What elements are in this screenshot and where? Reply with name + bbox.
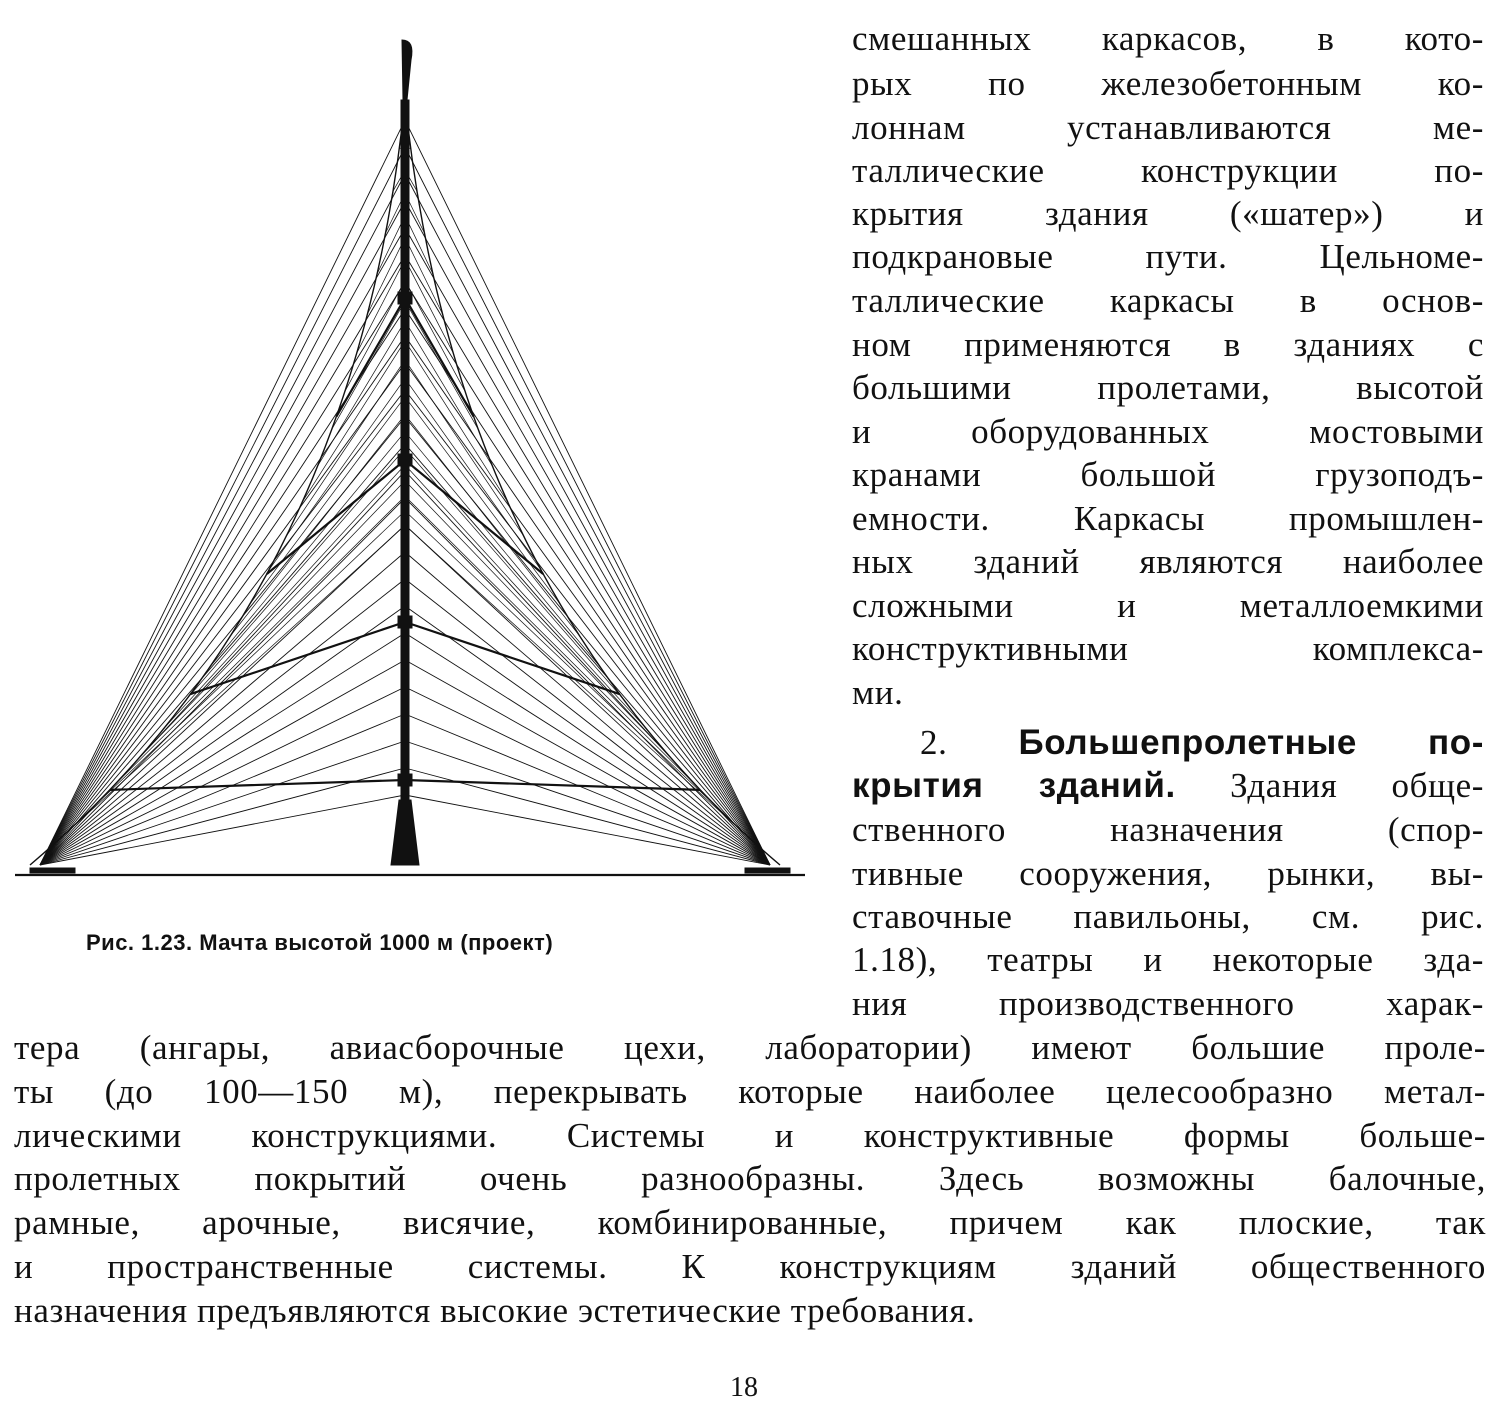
guy-cable	[405, 120, 770, 865]
edge-cable	[318, 321, 405, 466]
mast-drawing	[15, 40, 805, 875]
edge-cable	[332, 301, 405, 429]
text-line: сложными и металлоемкими	[852, 586, 1484, 625]
text-line: таллические конструкции по-	[852, 151, 1484, 190]
guy-cable	[40, 444, 405, 865]
text-line: рамные, арочные, висячие, комбинированные, причем как плоские, так	[14, 1203, 1486, 1242]
edge-cable	[405, 321, 492, 466]
guy-cable	[405, 498, 770, 865]
text-line: и пространственные системы. К конструкциям зданий общественного	[14, 1247, 1486, 1286]
edge-cable	[231, 415, 405, 636]
outer-edge-left	[30, 100, 405, 865]
edge-cable	[89, 511, 405, 811]
guy-cable	[40, 606, 405, 865]
text-line: 1.18), театры и некоторые зда-	[852, 940, 1484, 979]
guy-cable	[405, 255, 770, 865]
guy-cable	[40, 552, 405, 865]
edge-cable	[405, 525, 748, 837]
text-line: ственного назначения (спор-	[852, 810, 1484, 849]
guy-cable	[405, 444, 770, 865]
mast-base	[391, 800, 419, 865]
mast-joint-3	[398, 616, 412, 628]
text-line: ных зданий являются наиболее	[852, 542, 1484, 581]
edge-cable	[62, 525, 405, 837]
guy-cable	[40, 282, 405, 865]
edge-cable	[405, 379, 541, 571]
guy-cable	[405, 201, 770, 865]
guy-cable	[405, 390, 770, 865]
anchor-right	[745, 868, 790, 873]
section-text-start: Здания обще-	[1230, 766, 1485, 805]
edge-cable	[405, 449, 622, 698]
text-line: тивные сооружения, рынки, вы-	[852, 854, 1484, 893]
mast-joint-4	[398, 774, 412, 786]
section-heading-hyphen: по-	[1428, 723, 1484, 762]
edge-cable	[141, 481, 405, 756]
edge-cable	[188, 449, 405, 698]
page-number: 18	[730, 1372, 758, 1403]
text-line: ми.	[852, 673, 904, 712]
text-line: смешанных каркасов, в кото-	[852, 19, 1484, 58]
edge-cable	[405, 511, 721, 811]
guy-cable	[405, 741, 770, 865]
edge-cable	[405, 415, 579, 636]
text-line: лическими конструкциями. Системы и конструктивные формы больше-	[14, 1116, 1486, 1155]
guy-cable	[405, 174, 770, 865]
mast-shaft	[401, 100, 409, 800]
text-line: таллические каркасы в основ-	[852, 281, 1484, 320]
text-line: лоннам устанавливаются ме-	[852, 108, 1484, 147]
text-line: емности. Каркасы промышлен-	[852, 499, 1484, 538]
edge-cable	[405, 301, 478, 429]
text-line: назначения предъявляются высокие эстетические требования.	[14, 1291, 976, 1330]
anchor-left	[30, 868, 75, 873]
guy-cable	[40, 768, 405, 865]
guy-cable	[405, 579, 770, 865]
mast-joint-2	[398, 454, 412, 466]
guy-cable	[40, 120, 405, 865]
text-line: крытия здания («шатер») и	[852, 194, 1484, 233]
text-line: рых по железобетонным ко-	[852, 64, 1484, 103]
guy-cable	[405, 606, 770, 865]
guy-cable	[405, 687, 770, 865]
guy-cable	[40, 255, 405, 865]
text-line: подкрановые пути. Цельноме-	[852, 237, 1484, 276]
text-line: пролетных покрытий очень разнообразны. Здесь возможны балочные,	[14, 1159, 1486, 1198]
mast-joint-1	[398, 292, 412, 304]
edge-cable	[405, 481, 669, 756]
mast-antenna	[402, 40, 412, 100]
text-line: ном применяются в зданиях с	[852, 325, 1484, 364]
outer-edge-right	[405, 100, 780, 865]
text-line: конструктивными комплекса-	[852, 629, 1484, 668]
guy-cable	[40, 579, 405, 865]
text-line: ставочные павильоны, см. рис.	[852, 897, 1484, 936]
section-heading: Большепролетные	[1018, 723, 1357, 762]
text-line: ты (до 100—150 м), перекрывать которые наиболее целесообразно метал-	[14, 1072, 1486, 1111]
guy-cable	[40, 201, 405, 865]
text-line: большими пролетами, высотой	[852, 368, 1484, 407]
guy-cable	[405, 525, 770, 865]
guy-cable	[40, 687, 405, 865]
edge-cable	[269, 379, 405, 571]
mast-figure	[10, 30, 810, 890]
guy-cable	[405, 228, 770, 865]
text-line: тера (ангары, авиасборочные цехи, лаборатории) имеют большие проле-	[14, 1028, 1486, 1067]
guy-cable	[40, 741, 405, 865]
guy-cable	[405, 552, 770, 865]
guy-cable	[40, 498, 405, 865]
section-number: 2.	[920, 723, 948, 762]
guy-cable	[40, 390, 405, 865]
text-line: ния производственного харак-	[852, 984, 1484, 1023]
guy-cable	[40, 174, 405, 865]
guy-cable	[405, 768, 770, 865]
text-line: и оборудованных мостовыми	[852, 412, 1484, 451]
guy-cable	[40, 228, 405, 865]
text-line: кранами большой грузоподъ-	[852, 455, 1484, 494]
guy-cable	[405, 282, 770, 865]
figure-caption: Рис. 1.23. Мачта высотой 1000 м (проект)	[86, 930, 554, 955]
section-heading-line	[920, 722, 1484, 764]
section-heading-line-2	[852, 765, 1484, 807]
guy-cable	[40, 525, 405, 865]
section-heading-end: крытия зданий.	[852, 766, 1176, 805]
